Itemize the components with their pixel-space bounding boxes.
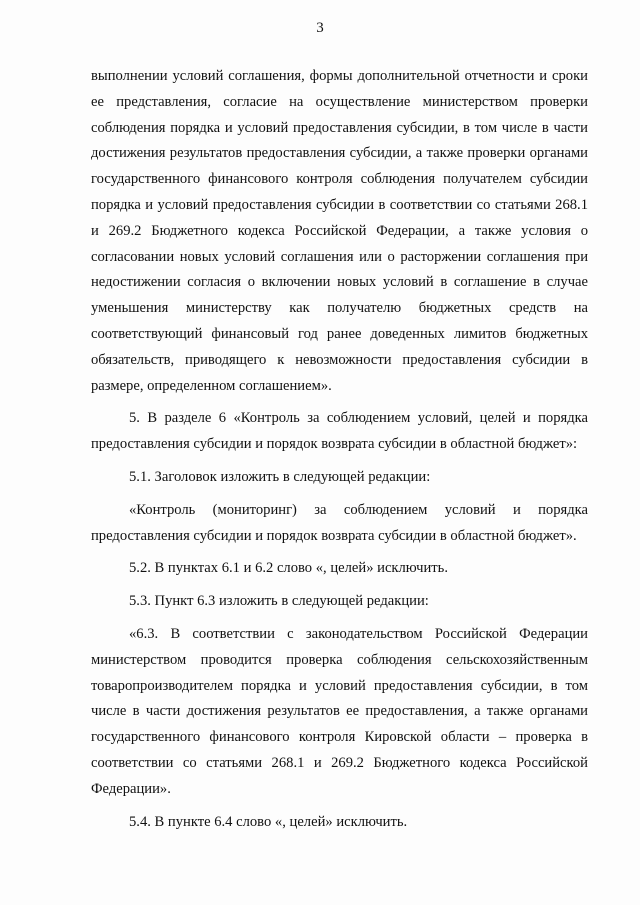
- paragraph-item-5-4: 5.4. В пункте 6.4 слово «, целей» исключить.: [129, 813, 408, 830]
- paragraph-item-5-1: 5.1. Заголовок изложить в следующей редакции:: [129, 468, 431, 485]
- paragraph-item-6-3-quote: «6.3. В соответствии с законодательством Российской Федерации министерством проводится проверка соблюдения сельскохозяйственным товаропроизводителем порядка и условий предоставления субсидии, в том числе в части достижения результатов ее предоставления, а также органами государственного финансового контроля Кировской области – проверка в соответствии со статьями 268.1 и 269.2 Бюджетного кодекса Российской Федерации».: [91, 625, 588, 797]
- paragraph-continuation: выполнении условий соглашения, формы дополнительной отчетности и сроки ее представления, согласие на осуществление министерством проверки соблюдения порядка и условий предоставления субсидии, в том числе в части достижения результатов предоставления субсидии, а также проверки органами государственного финансового контроля соблюдения получателем субсидии порядка и условий предоставления субсидии в соответствии со статьями 268.1 и 269.2 Бюджетного кодекса Российской Федерации, а также условия о согласовании новых условий соглашения или о расторжении соглашения при недостижении согласия о включении новых условий в соглашение в случае уменьшения министерству как получателю бюджетных средств на соответствующий финансовый год ранее доведенных лимитов бюджетных обязательств, приводящего к невозможности предоставления субсидии в размере, определенном соглашением».: [91, 68, 588, 394]
- page-number: 3: [316, 20, 324, 36]
- paragraph-item-5: 5. В разделе 6 «Контроль за соблюдением условий, целей и порядка предоставления субсидии и порядок возврата субсидии в областной бюджет»:: [91, 410, 588, 453]
- paragraph-new-heading-quote: «Контроль (мониторинг) за соблюдением условий и порядка предоставления субсидии и порядок возврата субсидии в областной бюджет».: [91, 501, 588, 544]
- paragraph-item-5-2: 5.2. В пунктах 6.1 и 6.2 слово «, целей» исключить.: [129, 560, 448, 577]
- document-body: [91, 64, 588, 835]
- paragraph-item-5-3: 5.3. Пункт 6.3 изложить в следующей редакции:: [129, 593, 429, 610]
